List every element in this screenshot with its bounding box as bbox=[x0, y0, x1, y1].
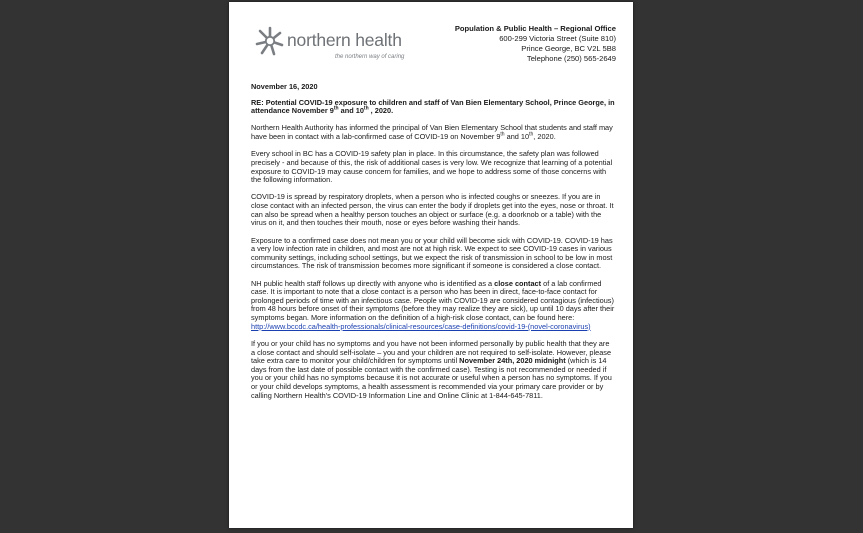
office-phone: Telephone (250) 565-2649 bbox=[526, 54, 616, 63]
paragraph-text: , 2020. bbox=[533, 132, 556, 142]
office-address-block bbox=[455, 24, 616, 64]
subject-text: , 2020. bbox=[368, 106, 394, 116]
office-address-line-2: Prince George, BC V2L 5B8 bbox=[521, 44, 616, 53]
close-contact-emphasis: close contact bbox=[494, 278, 542, 288]
paragraph-sup: th bbox=[529, 131, 534, 138]
paragraph-text: NH public health staff follows up directly with anyone who is identified as a bbox=[251, 278, 495, 288]
paragraph-text: (which is 14 days from the last date of possible contact with the confirmed case). Testing is not recommended or needed if you or your child has no symptoms because it is not accurate or useful when a person has no symptoms. If you or your child develops symptoms, a health assessment is recommended via your primary care provider or by calling Northern Health's COVID-19 Information Line and Online Clinic at 1-844-645-7811. bbox=[251, 356, 612, 400]
northern-health-logo bbox=[253, 22, 413, 70]
subject-text: RE: Potential COVID-19 exposure to children and staff of Van Bien Elementary School, Prince George, in attendance November 9 bbox=[251, 97, 615, 116]
logo-name: northern health bbox=[287, 30, 402, 50]
paragraph-text: Northern Health Authority has informed the principal of Van Bien Elementary School that students and staff may have been in contact with a lab-confirmed case of COVID-19 on November 9 bbox=[251, 123, 613, 142]
letter-body bbox=[251, 83, 615, 409]
subject-sup: th bbox=[333, 105, 339, 112]
document-page bbox=[229, 2, 633, 528]
paragraph-text: If you or your child has no symptoms and you have not been informed personally by public health that they are a close contact and should self-isolate – you and your children are not required to self-isolate. However, please take extra care to monitor your child/children for symptoms until bbox=[251, 338, 612, 366]
paragraph-3: COVID-19 is spread by respiratory droplets, when a person who is infected coughs or sneezes. If you are in close contact with an infected person, the virus can enter the body if droplets get into the eyes, nose or throat. It can also be spread when a healthy person touches an object or surface (e.g. a doorknob or a table) with the virus on it, and then touches their mouth, nose or eyes before washing their hands. bbox=[251, 192, 614, 228]
paragraph-1 bbox=[251, 124, 615, 141]
paragraph-2: Every school in BC has a COVID-19 safety plan in place. In this circumstance, the safety plan was followed precisely - and because of this, the risk of additional cases is very low. We recognize that learning of a potential exposure to COVID-19 may cause concern for families, and we hope to address some of those concerns with the following information. bbox=[251, 149, 613, 185]
subject-sup: th bbox=[363, 105, 369, 112]
office-address-line-1: 600-299 Victoria Street (Suite 810) bbox=[499, 34, 616, 43]
paragraph-5 bbox=[251, 280, 615, 332]
paragraph-text: and 10 bbox=[504, 132, 530, 142]
paragraph-6 bbox=[251, 340, 615, 400]
bccdc-link[interactable]: http://www.bccdc.ca/health-professionals/clinical-resources/case-definitions/covid-19-(novel-coronavirus) bbox=[251, 321, 591, 331]
paragraph-sup: th bbox=[500, 131, 505, 138]
letter-date: November 16, 2020 bbox=[251, 82, 318, 91]
logo-tagline: the northern way of caring bbox=[335, 54, 405, 60]
paragraph-text: of a lab confirmed case. It is important to note that a close contact is a person who has been in direct, face-to-face contact for prolonged periods of time with an infectious case. People with COVID-19 are considered contagious (infectious) from 48 hours before onset of their symptoms (before they may realize they are sick), up until 10 days after their symptoms began. More information on the definition of a high-risk close contact, can be found here: bbox=[251, 278, 615, 323]
office-title: Population & Public Health – Regional Office bbox=[454, 24, 616, 33]
subject-text: and 10 bbox=[338, 106, 364, 116]
letter-subject bbox=[251, 99, 615, 116]
northern-health-emblem-icon bbox=[253, 24, 287, 58]
paragraph-4: Exposure to a confirmed case does not mean you or your child will become sick with COVID-19. COVID-19 has a very low infection rate in children, and most are not at high risk. We expect to see COVID-19 cases in various community settings, including school settings, but we expect the risk of transmission in school to be low in most circumstances. The risk of transmission becomes more significant if someone is considered a close contact. bbox=[251, 235, 613, 271]
monitor-until-date: November 24th, 2020 midnight bbox=[459, 356, 566, 366]
